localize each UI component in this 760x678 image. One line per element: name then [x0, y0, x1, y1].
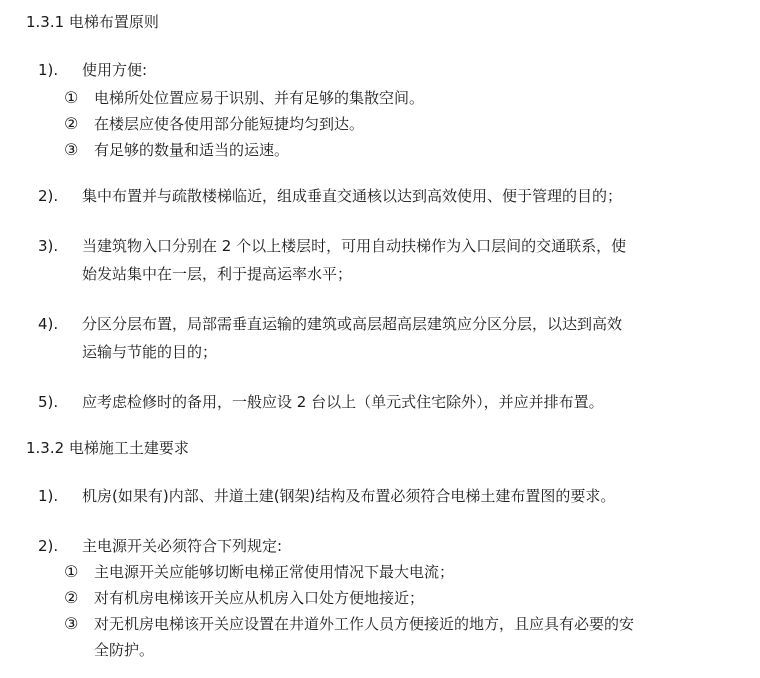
item-text-line2: 始发站集中在一层，利于提高运率水平； — [82, 265, 353, 283]
item-text: 使用方便: — [82, 61, 148, 79]
sub-item-mark: ① — [64, 88, 79, 107]
item-number: 5). — [38, 393, 59, 411]
sub-item-mark: ③ — [64, 140, 79, 159]
item-text: 应考虑检修时的备用，一般应设 2 台以上（单元式住宅除外），并应并排布置。 — [82, 393, 604, 411]
sub-item-mark: ① — [64, 562, 79, 581]
item-number: 3). — [38, 237, 59, 255]
sub-item-mark: ② — [64, 114, 79, 133]
sub-item-mark: ③ — [64, 614, 79, 633]
sub-item-text-line2: 全防护。 — [94, 641, 155, 659]
item-number: 1). — [38, 61, 59, 79]
sub-item-text-line1: 对无机房电梯该开关应设置在井道外工作人员方便接近的地方，且应具有必要的安 — [94, 615, 635, 633]
item-text: 集中布置并与疏散楼梯临近，组成垂直交通核以达到高效使用、便于管理的目的； — [82, 187, 623, 205]
item-text: 机房(如果有)内部、井道土建(钢架)结构及布置必须符合电梯土建布置图的要求。 — [82, 487, 616, 505]
sub-item-text: 有足够的数量和适当的运速。 — [94, 141, 290, 159]
sub-item-mark: ② — [64, 588, 79, 607]
item-text: 主电源开关必须符合下列规定: — [82, 537, 283, 555]
item-number: 2). — [38, 537, 59, 555]
section-heading-1-3-2: 1.3.2 电梯施工土建要求 — [26, 439, 189, 457]
item-text-line1: 分区分层布置，局部需垂直运输的建筑或高层超高层建筑应分区分层，以达到高效 — [82, 315, 623, 333]
item-number: 2). — [38, 187, 59, 205]
sub-item-text: 在楼层应使各使用部分能短捷均匀到达。 — [94, 115, 365, 133]
item-text-line2: 运输与节能的目的； — [82, 343, 218, 361]
section-heading-1-3-1: 1.3.1 电梯布置原则 — [26, 13, 159, 31]
sub-item-text: 电梯所处位置应易于识别、并有足够的集散空间。 — [94, 89, 425, 107]
sub-item-text: 对有机房电梯该开关应从机房入口处方便地接近； — [94, 589, 425, 607]
sub-item-text: 主电源开关应能够切断电梯正常使用情况下最大电流； — [94, 563, 455, 581]
item-number: 1). — [38, 487, 59, 505]
item-number: 4). — [38, 315, 59, 333]
item-text-line1: 当建筑物入口分别在 2 个以上楼层时，可用自动扶梯作为入口层间的交通联系，使 — [82, 237, 627, 255]
